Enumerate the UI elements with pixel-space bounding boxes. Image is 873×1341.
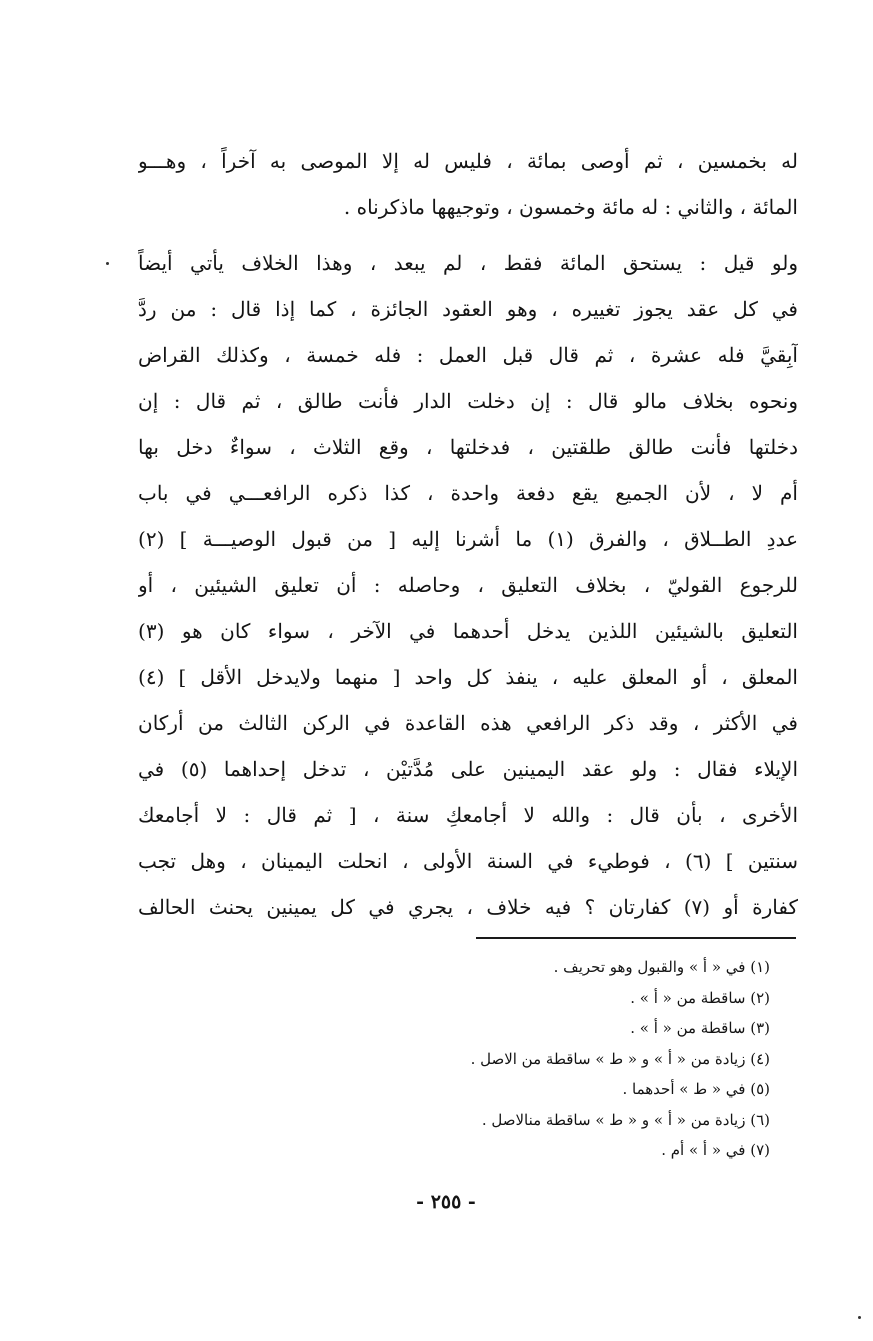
text-line: عددِ الطــلاق ، والفرق (١) ما أشرنا إليه [ من قبول الوصيـــة ] (٢) (138, 527, 798, 551)
text-line: المائة ، والثاني : له مائة وخمسون ، وتوجيهها ماذكرناه . (343, 195, 798, 219)
footnote: (٦) زيادة من « أ » و « ط » ساقطة منالاصل . (481, 1110, 770, 1129)
scan-speck (858, 1316, 861, 1319)
footnote: (٣) ساقطة من « أ » . (630, 1019, 770, 1037)
text-line: الأخرى ، بأن قال : والله لا أجامعكِ سنة ، [ ثم قال : لا أجامعك (138, 803, 798, 827)
text-line: دخلتها فأنت طالق طلقتين ، فدخلتها ، وقع الثلاث ، سواءٌ دخل بها (138, 435, 798, 459)
footnote: (٥) في « ط » أحدهما . (622, 1080, 770, 1098)
text-line: في كل عقد يجوز تغييره ، وهو العقود الجائزة ، كما إذا قال : من ردَّ (138, 297, 798, 321)
text-line: سنتين ] (٦) ، فوطيء في السنة الأولى ، انحلت اليمينان ، وهل تجب (138, 849, 798, 873)
paragraph-gap (138, 230, 798, 240)
footnote: (٤) زيادة من « أ » و « ط » ساقطة من الاصل . (470, 1049, 770, 1068)
text-line: آبِقيَّ فله عشرة ، ثم قال قبل العمل : فله خمسة ، وكذلك القراض (138, 343, 798, 367)
text-line: للرجوع القوليّ ، بخلاف التعليق ، وحاصله : أن تعليق الشيئين ، أو (138, 573, 798, 597)
text-line: ونحوه بخلاف مالو قال : إن دخلت الدار فأنت طالق ، ثم قال : إن (138, 389, 798, 413)
page-number: - ٢٥٥ - (416, 1191, 476, 1213)
text-line: له بخمسين ، ثم أوصى بمائة ، فليس له إلا الموصى به آخراً ، وهـــو (138, 149, 798, 173)
text-line: التعليق بالشيئين اللذين يدخل أحدهما في الآخر ، سواء كان هو (٣) (138, 619, 798, 643)
footnotes (300, 952, 770, 1166)
footnote: (١) في « أ » والقبول وهو تحريف . (553, 958, 770, 976)
footnote: (٢) ساقطة من « أ » . (630, 988, 770, 1007)
footnote: (٧) في « أ » أم . (661, 1141, 770, 1159)
text-line: ولو قيل : يستحق المائة فقط ، لم يبعد ، وهذا الخلاف يأتي أيضاً (138, 251, 798, 275)
text-line: في الأكثر ، وقد ذكر الرافعي هذه القاعدة في الركن الثالث من أركان (138, 711, 798, 735)
text-line: الإيلاء فقال : ولو عقد اليمينين على مُدَّتيْن ، تدخل إحداهما (٥) في (138, 757, 798, 781)
text-line: كفارة أو (٧) كفارتان ؟ فيه خلاف ، يجري في كل يمينين يحنث الحالف (138, 895, 798, 919)
footnote-divider (476, 937, 796, 939)
scan-speck (106, 262, 109, 265)
text-line: أم لا ، لأن الجميع يقع دفعة واحدة ، كذا ذكره الرافعـــي في باب (138, 481, 798, 505)
text-line: المعلق ، أو المعلق عليه ، ينفذ كل واحد [ منهما ولايدخل الأقل ] (٤) (138, 665, 798, 689)
main-text (138, 138, 798, 930)
